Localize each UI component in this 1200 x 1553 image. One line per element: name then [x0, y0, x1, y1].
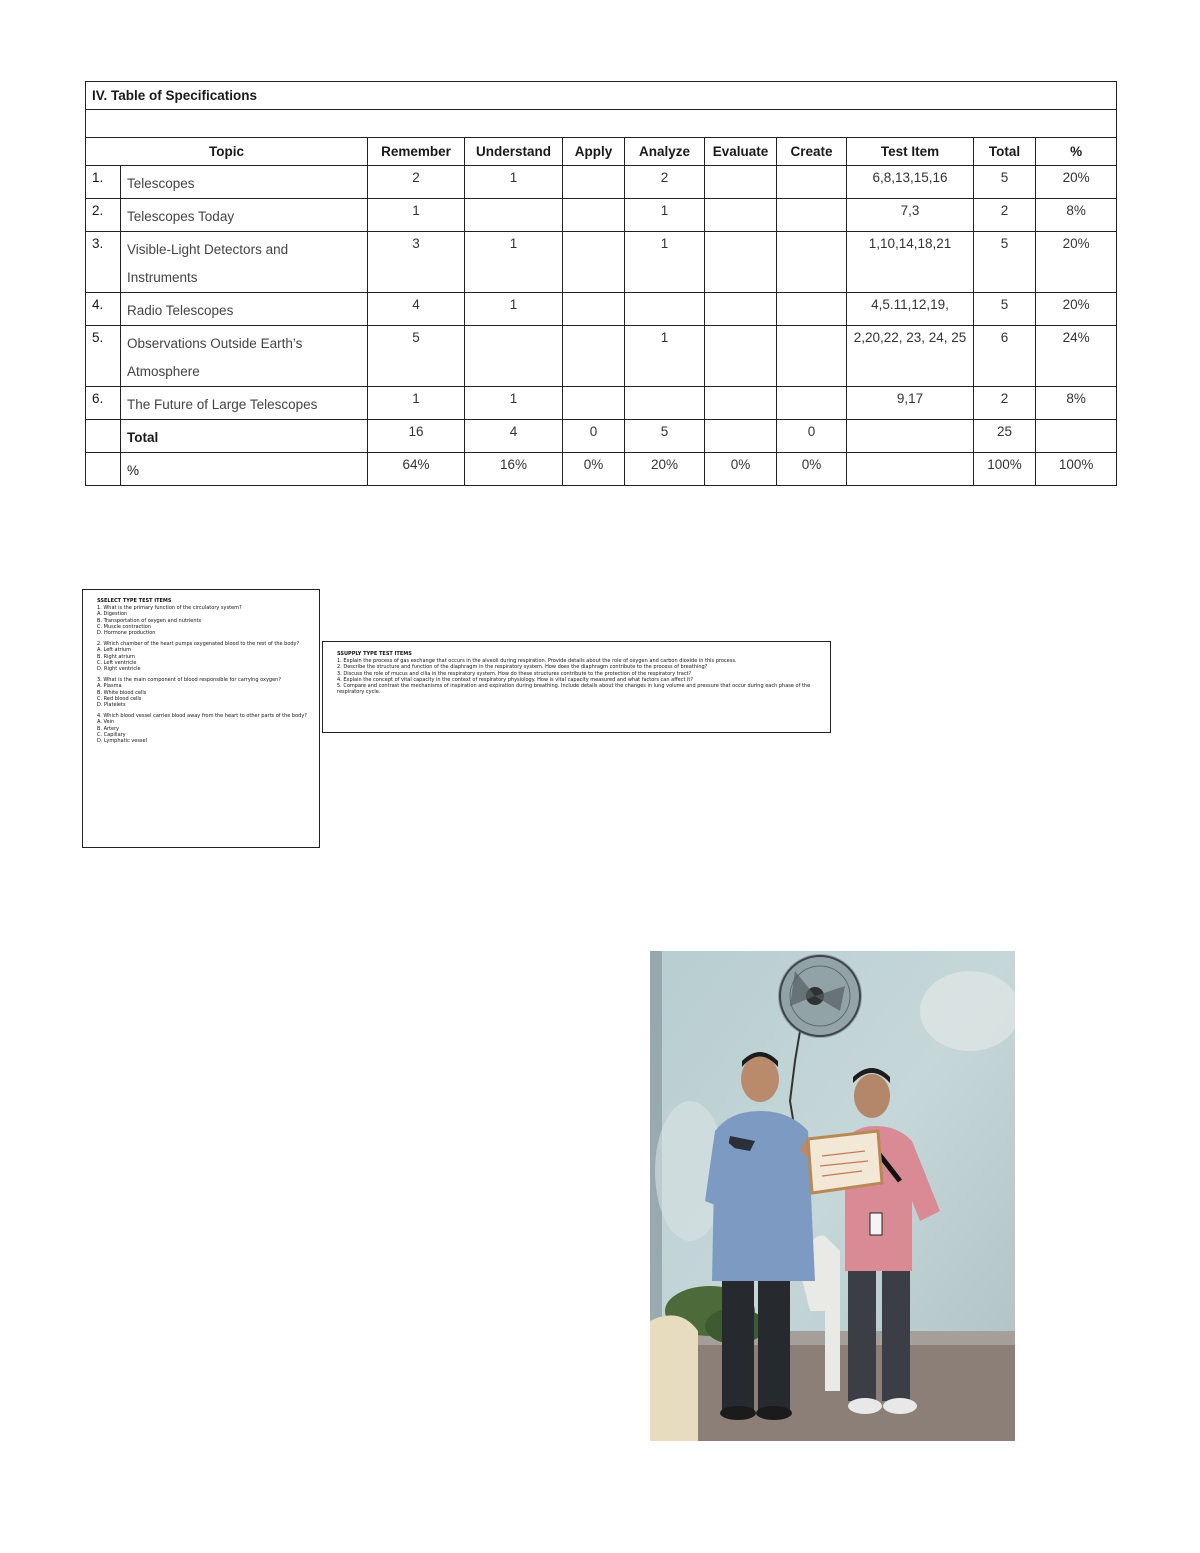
topic-cell: Radio Telescopes [121, 293, 368, 326]
row-number: 1. [86, 166, 121, 199]
question-text: 3. What is the main component of blood responsible for carrying oxygen? [97, 677, 282, 684]
header-percent: % [1036, 138, 1117, 166]
cell-create [777, 166, 847, 199]
header-test-item: Test Item [847, 138, 974, 166]
cell-total: 6 [974, 326, 1036, 387]
cell-test-item: 1,10,14,18,21 [847, 232, 974, 293]
header-remember: Remember [368, 138, 465, 166]
topic-cell: Observations Outside Earth’s Atmosphere [121, 326, 368, 387]
cell-apply: 0% [563, 453, 625, 486]
cell-create [777, 387, 847, 420]
cell-test-item [847, 420, 974, 453]
table-row [86, 293, 1117, 326]
select-box-title: SSELECT TYPE TEST ITEMS [97, 598, 172, 604]
cell-total: 5 [974, 166, 1036, 199]
cell-test-item [847, 453, 974, 486]
header-evaluate: Evaluate [705, 138, 777, 166]
cell-analyze [625, 293, 705, 326]
cell-evaluate [705, 293, 777, 326]
cell-pct: 24% [1036, 326, 1117, 387]
topic-cell: Visible-Light Detectors and Instruments [121, 232, 368, 293]
question-text: 2. Which chamber of the heart pumps oxygenated blood to the rest of the body? [97, 641, 300, 648]
cell-total: 25 [974, 420, 1036, 453]
question-option: D. Right ventricle [97, 666, 141, 673]
header-total: Total [974, 138, 1036, 166]
wall-fan-icon [778, 954, 862, 1038]
topic-cell: Telescopes Today [121, 199, 368, 232]
cell-remember: 64% [368, 453, 465, 486]
cell-test-item: 7,3 [847, 199, 974, 232]
cell-understand [465, 199, 563, 232]
cell-pct: 20% [1036, 293, 1117, 326]
certificate-photo [650, 951, 1015, 1441]
cell-pct: 20% [1036, 166, 1117, 199]
table-of-specifications [85, 81, 1117, 486]
cell-total: 2 [974, 199, 1036, 232]
cell-pct: 8% [1036, 199, 1117, 232]
cell-evaluate: 0% [705, 453, 777, 486]
question-option: B. Right atrium [97, 653, 135, 660]
question-option: A. Digestion [97, 611, 128, 618]
cell-create: 0 [777, 420, 847, 453]
cell-remember: 16 [368, 420, 465, 453]
topic-cell: The Future of Large Telescopes [121, 387, 368, 420]
row-number: 4. [86, 293, 121, 326]
table-row [86, 326, 1117, 387]
cell-create [777, 232, 847, 293]
table-row [86, 387, 1117, 420]
percent-row [86, 453, 1117, 486]
percent-label: % [121, 453, 368, 486]
row-number: 3. [86, 232, 121, 293]
question-text: 4. Which blood vessel carries blood away from the heart to other parts of the body? [97, 713, 307, 720]
cell-apply: 0 [563, 420, 625, 453]
question-option: A. Plasma [97, 683, 122, 690]
cell-understand: 4 [465, 420, 563, 453]
cell-percent: 100% [1036, 453, 1117, 486]
supply-box-title: SSUPPLY TYPE TEST ITEMS [337, 651, 412, 657]
cell-create [777, 293, 847, 326]
question-option: B. Transportation of oxygen and nutrients [97, 617, 202, 624]
cell-evaluate [705, 326, 777, 387]
topic-cell: Telescopes [121, 166, 368, 199]
chair [650, 1315, 698, 1441]
cell-analyze: 1 [625, 232, 705, 293]
question-option: A. Vein [97, 719, 115, 726]
cell-evaluate [705, 420, 777, 453]
cell-total: 5 [974, 232, 1036, 293]
select-question-list [97, 605, 309, 744]
question-option: D. Hormone production [97, 630, 156, 637]
cell-evaluate [705, 166, 777, 199]
select-type-test-items [82, 589, 320, 848]
question-option: B. Artery [97, 725, 120, 732]
header-understand: Understand [465, 138, 563, 166]
select-question [97, 605, 309, 636]
cell-apply [563, 387, 625, 420]
row-number: 2. [86, 199, 121, 232]
question-option: B. White blood cells [97, 689, 147, 696]
cell-test-item: 4,5.11,12,19, [847, 293, 974, 326]
question-option: C. Red blood cells [97, 695, 142, 702]
cell-total: 5 [974, 293, 1036, 326]
header-row [86, 138, 1117, 166]
cell-remember: 4 [368, 293, 465, 326]
cell-understand: 1 [465, 166, 563, 199]
cell-apply [563, 199, 625, 232]
cell-apply [563, 326, 625, 387]
row-number [86, 420, 121, 453]
supply-item: 1. Explain the process of gas exchange that occurs in the alveoli during respiration. Provide details about the role of oxygen and carbon dioxide in this process. [337, 658, 737, 665]
supply-item: 5. Compare and contrast the mechanisms of inspiration and expiration during breathing. Include details about the changes in lung volume and pressure that occur during each phase of the respiratory cycle. [337, 683, 811, 696]
cell-apply [563, 232, 625, 293]
question-option: A. Left atrium [97, 647, 132, 654]
cell-remember: 5 [368, 326, 465, 387]
supply-item: 4. Explain the concept of vital capacity in the context of respiratory physiology. How is vital capacity measured and what factors can affect it? [337, 676, 694, 683]
cell-percent [1036, 420, 1117, 453]
question-option: C. Capillary [97, 731, 126, 738]
cell-analyze [625, 387, 705, 420]
header-create: Create [777, 138, 847, 166]
cell-understand: 1 [465, 387, 563, 420]
supply-item-list [337, 658, 818, 695]
table-caption: IV. Table of Specifications [86, 82, 1117, 110]
cell-remember: 3 [368, 232, 465, 293]
cell-create: 0% [777, 453, 847, 486]
total-label: Total [121, 420, 368, 453]
cell-test-item: 6,8,13,15,16 [847, 166, 974, 199]
row-number: 5. [86, 326, 121, 387]
question-option: D. Platelets [97, 702, 126, 709]
select-question [97, 713, 309, 744]
cell-remember: 1 [368, 199, 465, 232]
cell-evaluate [705, 232, 777, 293]
cell-create [777, 326, 847, 387]
table-row [86, 232, 1117, 293]
cell-remember: 2 [368, 166, 465, 199]
certificate [808, 1131, 882, 1193]
cell-analyze: 1 [625, 326, 705, 387]
cell-create [777, 199, 847, 232]
header-topic: Topic [86, 138, 368, 166]
supply-item: 3. Discuss the role of mucus and cilia in the respiratory system. How do these structures contribute to the protection of the respiratory tract? [337, 670, 692, 677]
question-option: C. Muscle contraction [97, 623, 151, 630]
table-row [86, 199, 1117, 232]
cell-analyze: 1 [625, 199, 705, 232]
header-apply: Apply [563, 138, 625, 166]
cell-understand: 16% [465, 453, 563, 486]
question-option: D. Lymphatic vessel [97, 738, 147, 745]
cell-pct: 20% [1036, 232, 1117, 293]
cell-analyze: 5 [625, 420, 705, 453]
cell-apply [563, 293, 625, 326]
select-question [97, 641, 309, 672]
blank-row [86, 110, 1117, 138]
supply-type-test-items [322, 641, 831, 733]
supply-item: 2. Describe the structure and function of the diaphragm in the respiratory system. How does the diaphragm contribute to the process of breathing? [337, 664, 708, 671]
cell-pct: 8% [1036, 387, 1117, 420]
cell-understand: 1 [465, 232, 563, 293]
cell-understand: 1 [465, 293, 563, 326]
select-question [97, 677, 309, 708]
total-row [86, 420, 1117, 453]
cell-total: 2 [974, 387, 1036, 420]
cell-understand [465, 326, 563, 387]
cell-total: 100% [974, 453, 1036, 486]
row-number [86, 453, 121, 486]
question-text: 1. What is the primary function of the circulatory system? [97, 605, 242, 612]
cell-evaluate [705, 199, 777, 232]
cell-test-item: 9,17 [847, 387, 974, 420]
cell-evaluate [705, 387, 777, 420]
row-number: 6. [86, 387, 121, 420]
table-row [86, 166, 1117, 199]
header-analyze: Analyze [625, 138, 705, 166]
cell-test-item: 2,20,22, 23, 24, 25 [847, 326, 974, 387]
question-option: C. Left ventricle [97, 659, 137, 666]
cell-apply [563, 166, 625, 199]
cell-analyze: 20% [625, 453, 705, 486]
cell-remember: 1 [368, 387, 465, 420]
cell-analyze: 2 [625, 166, 705, 199]
